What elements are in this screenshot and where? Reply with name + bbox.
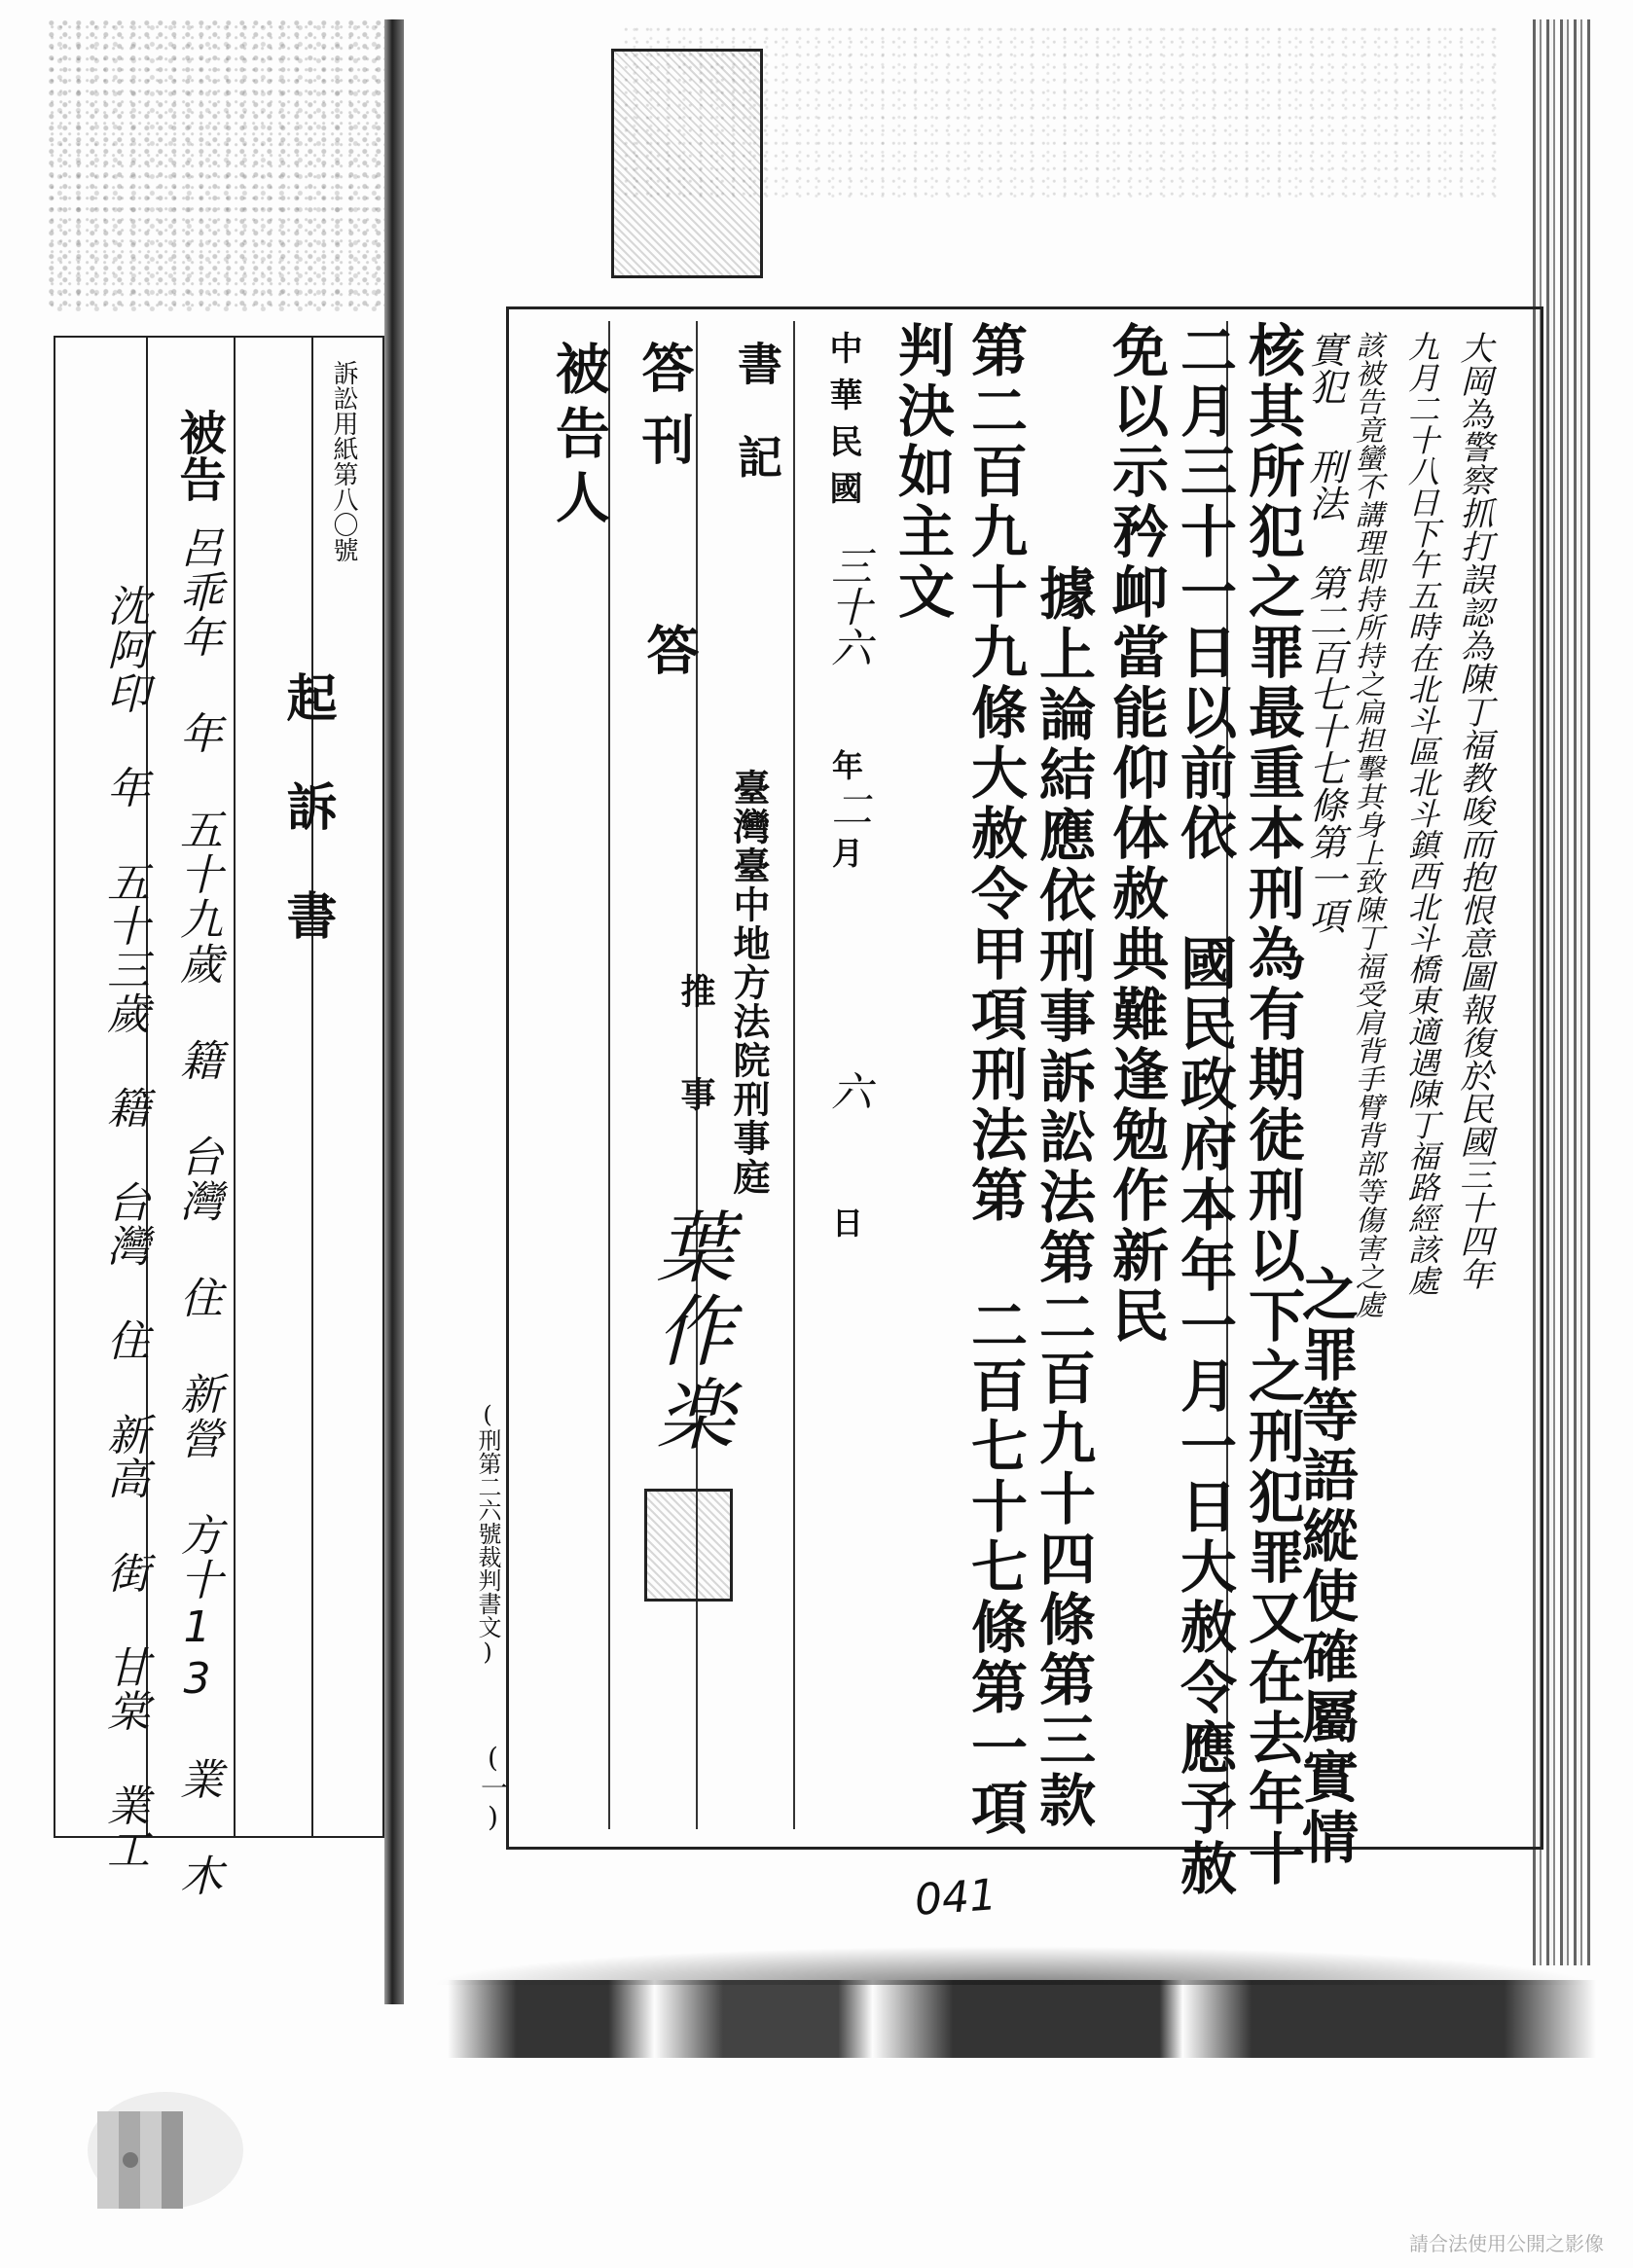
column-rule: [608, 321, 610, 1829]
archive-logo-icon: [58, 2072, 243, 2218]
court-name: 臺灣臺中地方法院刑事庭: [727, 769, 771, 1197]
date-year-unit: 年: [827, 749, 864, 780]
date-year: 三十六: [825, 545, 873, 667]
seal-stamp: [611, 49, 763, 278]
judge-label: 推事: [675, 973, 716, 1179]
clerk-label: 書記: [731, 341, 783, 527]
column-rule: [793, 321, 795, 1829]
form-number: 訴訟用紙第八〇號: [329, 360, 358, 562]
paragraph-1: 核其所犯之罪最重本刑為有期徒刑以下之刑犯罪又在去年十: [1239, 321, 1305, 1890]
defendant-label: 被告: [171, 409, 226, 502]
watermark-text: 請合法使用公開之影像: [1409, 2232, 1604, 2255]
facts-line-1: 大岡為警察抓打誤認為陳丁福教唆而抱恨意圖報復於民國三十四年: [1454, 331, 1493, 1290]
facts-line-4: 實犯 刑法 第二百七十七條第一項: [1303, 331, 1346, 934]
facts-line-2: 九月二十八日下午五時在北斗區北斗鎮西北斗橋東適遇陳丁福路經該處: [1403, 331, 1440, 1296]
paragraph-5: 第二百九十九條大赦令甲項刑法第 二百七十七條第一項: [962, 321, 1028, 1839]
side-number: (一): [477, 1742, 509, 1833]
paragraph-2: 二月三十一日以前依 國民政府本年一月一日大赦令應予赦: [1171, 321, 1237, 1899]
scan-shadow: [448, 1980, 1596, 2058]
defendant-line-2: 沈阿印 年 五十三歲 籍 台灣 住 新高 街 甘棠 業工: [99, 584, 149, 1871]
facts-tail: 之罪等語縱使確屬實情: [1292, 1265, 1359, 1868]
defendant-person-label: 被告人: [547, 341, 611, 533]
scan-noise: [49, 19, 399, 311]
judge-name: 葉作楽: [643, 1206, 734, 1458]
side-caption: (刑第二六號裁判書文): [474, 1401, 501, 1666]
date-month: 二: [825, 788, 873, 829]
defendant-line-1: 呂乖年 年 五十九歲 籍 台灣 住 新營 方十13 業 木: [172, 525, 222, 1898]
date-day-unit: 日: [827, 1206, 864, 1238]
paragraph-3: 免以示矜卹當能仰体赦典難逢勉作新民: [1103, 321, 1169, 1347]
facts-line-3: 該被告竟蠻不講理即持所持之扁担擊其身上致陳丁福受肩背手臂背部等傷害之處: [1352, 331, 1385, 1318]
copy-label: 答刊: [634, 341, 696, 485]
scan-shadow: [428, 1946, 1596, 1985]
indictment-title: 起訴書: [277, 671, 337, 998]
paragraph-4: 據上論結應依刑事訴訟法第二百九十四條第三款: [1030, 564, 1096, 1831]
page-number: 041: [913, 1870, 998, 1926]
binding-spine: [384, 19, 404, 2004]
copy-label-2: 答: [638, 623, 701, 675]
judge-seal: [644, 1489, 733, 1602]
date-month-unit: 月: [827, 837, 864, 868]
paragraph-6: 判決如主文: [889, 321, 955, 623]
date-era: 中華民國: [823, 331, 862, 518]
date-day: 六: [825, 1070, 873, 1111]
